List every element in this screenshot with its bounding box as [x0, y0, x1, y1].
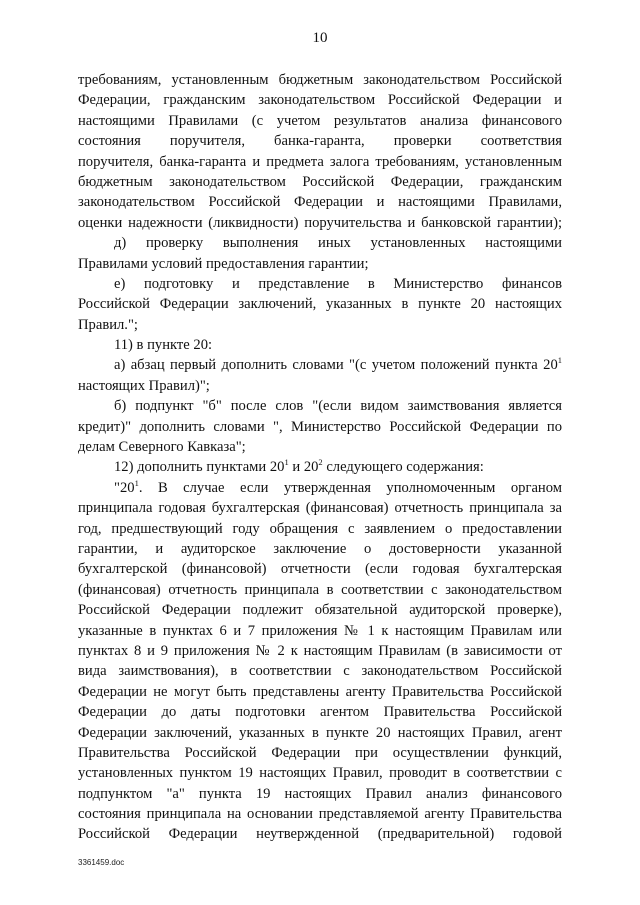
text-line [78, 743, 562, 763]
superscript: 2 [318, 457, 323, 468]
text-run: установленных пунктом 19 настоящих Правил, проводит в соответствии с [78, 765, 562, 782]
text-line [78, 70, 562, 90]
text-line [78, 396, 562, 416]
page-number: 10 [312, 30, 328, 46]
text-line [78, 702, 562, 722]
superscript: 1 [284, 457, 289, 468]
text-run: Правилами условий предоставления гарантии; [78, 255, 369, 272]
text-line [78, 559, 562, 579]
text-line [78, 233, 562, 253]
text-run: оценки надежности (ликвидности) поручительства и банковской гарантии); [78, 214, 562, 231]
text-run: год, предшествующий году обращения с заявлением о предоставлении [78, 520, 562, 537]
text-run: д) проверку выполнения иных установленных настоящими [114, 235, 562, 252]
text-line [78, 600, 562, 620]
text-line [78, 457, 562, 477]
text-line [78, 131, 562, 151]
text-run: требованиям, установленным бюджетным законодательством Российской [78, 72, 562, 88]
text-line [78, 213, 562, 233]
text-run: 12) дополнить пунктами 20 [114, 459, 285, 476]
text-line [78, 804, 562, 824]
superscript: 1 [557, 355, 562, 366]
text-line [78, 539, 562, 559]
text-line [78, 376, 562, 396]
text-line [78, 315, 562, 335]
text-line [78, 172, 562, 192]
text-run: бухгалтерской (финансовой) отчетности (если годовая бухгалтерская [78, 561, 562, 578]
text-line [78, 417, 562, 437]
text-line [78, 437, 562, 457]
text-line [78, 111, 562, 131]
text-line [78, 294, 562, 314]
text-run: а) абзац первый дополнить словами "(с учетом положений пункта 20 [114, 357, 558, 374]
text-run: принципала годовая бухгалтерская (финансовая) отчетность принципала за [78, 500, 562, 517]
text-line [78, 580, 562, 600]
text-run: Российской Федерации неутвержденной (предварительной) годовой [78, 826, 562, 843]
text-run: гарантии, и аудиторское заключение о достоверности указанной [78, 540, 562, 557]
document-file-code: 3361459.doc [78, 858, 125, 867]
text-line [78, 723, 562, 743]
text-line [78, 763, 562, 783]
text-run: Федерации до даты подготовки агентом Правительства Российской [78, 704, 562, 721]
text-run: следующего содержания: [322, 459, 484, 476]
text-line [78, 641, 562, 661]
text-run: Федерации заключений, указанных в пункте 20 настоящих Правил, агент [78, 724, 562, 741]
text-line [78, 254, 562, 274]
text-run: Федерации, гражданским законодательством Российской Федерации и [78, 92, 562, 109]
text-run: делам Северного Кавказа"; [78, 439, 246, 456]
text-line [78, 478, 562, 498]
text-run: поручителя, банка-гаранта и предмета залога требованиям, установленным [78, 153, 562, 170]
text-line [78, 621, 562, 641]
text-run: вида заимствования), в соответствии с законодательством Российской [78, 663, 562, 680]
text-line [78, 824, 562, 844]
text-line [78, 90, 562, 110]
superscript: 1 [134, 477, 139, 488]
text-run: настоящими Правилами (с учетом результатов анализа финансового [78, 112, 562, 129]
text-run: "20 [114, 479, 135, 496]
document-body [78, 70, 562, 845]
text-run: б) подпункт "б" после слов "(если видом заимствования является [114, 398, 562, 415]
text-run: состояния принципала на основании представляемой агенту Правительства [78, 806, 562, 823]
text-line [78, 335, 562, 355]
text-run: . В случае если утвержденная уполномоченным органом [138, 479, 562, 496]
text-run: Российской Федерации заключений, указанных в пункте 20 настоящих [78, 296, 562, 313]
text-line [78, 192, 562, 212]
text-line [78, 661, 562, 681]
text-run: 11) в пункте 20: [114, 337, 213, 354]
text-line [78, 274, 562, 294]
text-run: Российской Федерации подлежит обязательной аудиторской проверке), [78, 602, 562, 619]
text-run: Правил."; [78, 316, 138, 333]
text-line [78, 682, 562, 702]
text-line [78, 152, 562, 172]
text-run: пунктах 8 и 9 приложения № 2 к настоящим Правилам (в зависимости от [78, 642, 562, 659]
text-line [78, 784, 562, 804]
text-line [78, 498, 562, 518]
text-run: е) подготовку и представление в Министерство финансов [114, 275, 562, 292]
text-run: Федерации не могут быть представлены агенту Правительства Российской [78, 683, 562, 700]
text-run: законодательством Российской Федерации и настоящими Правилами, [78, 194, 562, 211]
text-run: подпунктом "а" пункта 19 настоящих Правил анализ финансового [78, 785, 562, 802]
text-run: указанные в пунктах 6 и 7 приложения № 1 к настоящим Правилам или [78, 622, 562, 639]
text-run: и 20 [288, 459, 319, 476]
text-run: кредит)" дополнить словами ", Министерство Российской Федерации по [78, 418, 562, 435]
text-run: настоящих Правил)"; [78, 377, 210, 394]
text-line [78, 355, 562, 375]
text-run: Правительства Российской Федерации при осуществлении функций, [78, 744, 562, 761]
text-run: состояния поручителя, банка-гаранта, проверки соответствия [78, 133, 562, 150]
text-line [78, 519, 562, 539]
text-run: (финансовая) отчетность принципала в соответствии с законодательством [78, 581, 562, 598]
text-run: бюджетным законодательством Российской Федерации, гражданским [78, 173, 562, 190]
